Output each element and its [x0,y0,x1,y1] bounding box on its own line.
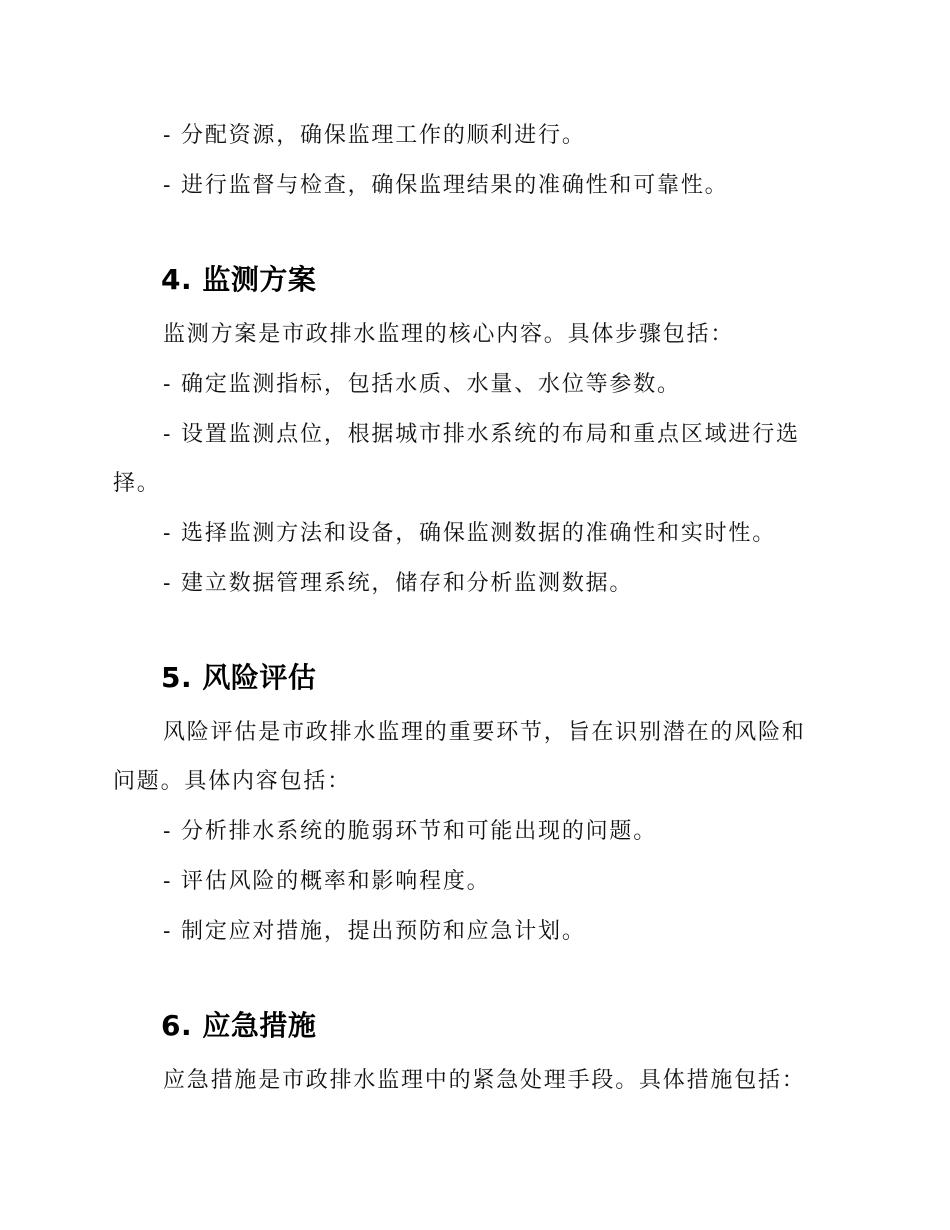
bullet-item: - 分配资源，确保监理工作的顺利进行。 [163,123,586,148]
bullet-item: - 确定监测指标，包括水质、水量、水位等参数。 [163,372,681,397]
bullet-item: - 选择监测方法和设备，确保监测数据的准确性和实时性。 [163,521,777,546]
paragraph-text: 应急措施是市政排水监理中的紧急处理手段。具体措施包括： [163,1068,806,1093]
paragraph-text: 监测方案是市政排水监理的核心内容。具体步骤包括： [163,322,735,347]
paragraph-text: 风险评估是市政排水监理的重要环节，旨在识别潜在的风险和 [163,720,806,745]
bullet-item: - 进行监督与检查，确保监理结果的准确性和可靠性。 [163,173,729,198]
section-heading-6: 6. 应急措施 [161,1009,317,1042]
bullet-item: - 分析排水系统的脆弱环节和可能出现的问题。 [163,819,658,844]
paragraph-text-continuation: 问题。具体内容包括： [113,769,352,794]
bullet-item-continuation: 择。 [113,471,161,496]
bullet-item: - 评估风险的概率和影响程度。 [163,869,491,894]
bullet-item: - 建立数据管理系统，储存和分析监测数据。 [163,571,634,596]
bullet-item: - 设置监测点位，根据城市排水系统的布局和重点区域进行选 [163,422,800,447]
section-heading-4: 4. 监测方案 [161,263,317,296]
bullet-item: - 制定应对措施，提出预防和应急计划。 [163,919,586,944]
section-heading-5: 5. 风险评估 [161,661,317,694]
